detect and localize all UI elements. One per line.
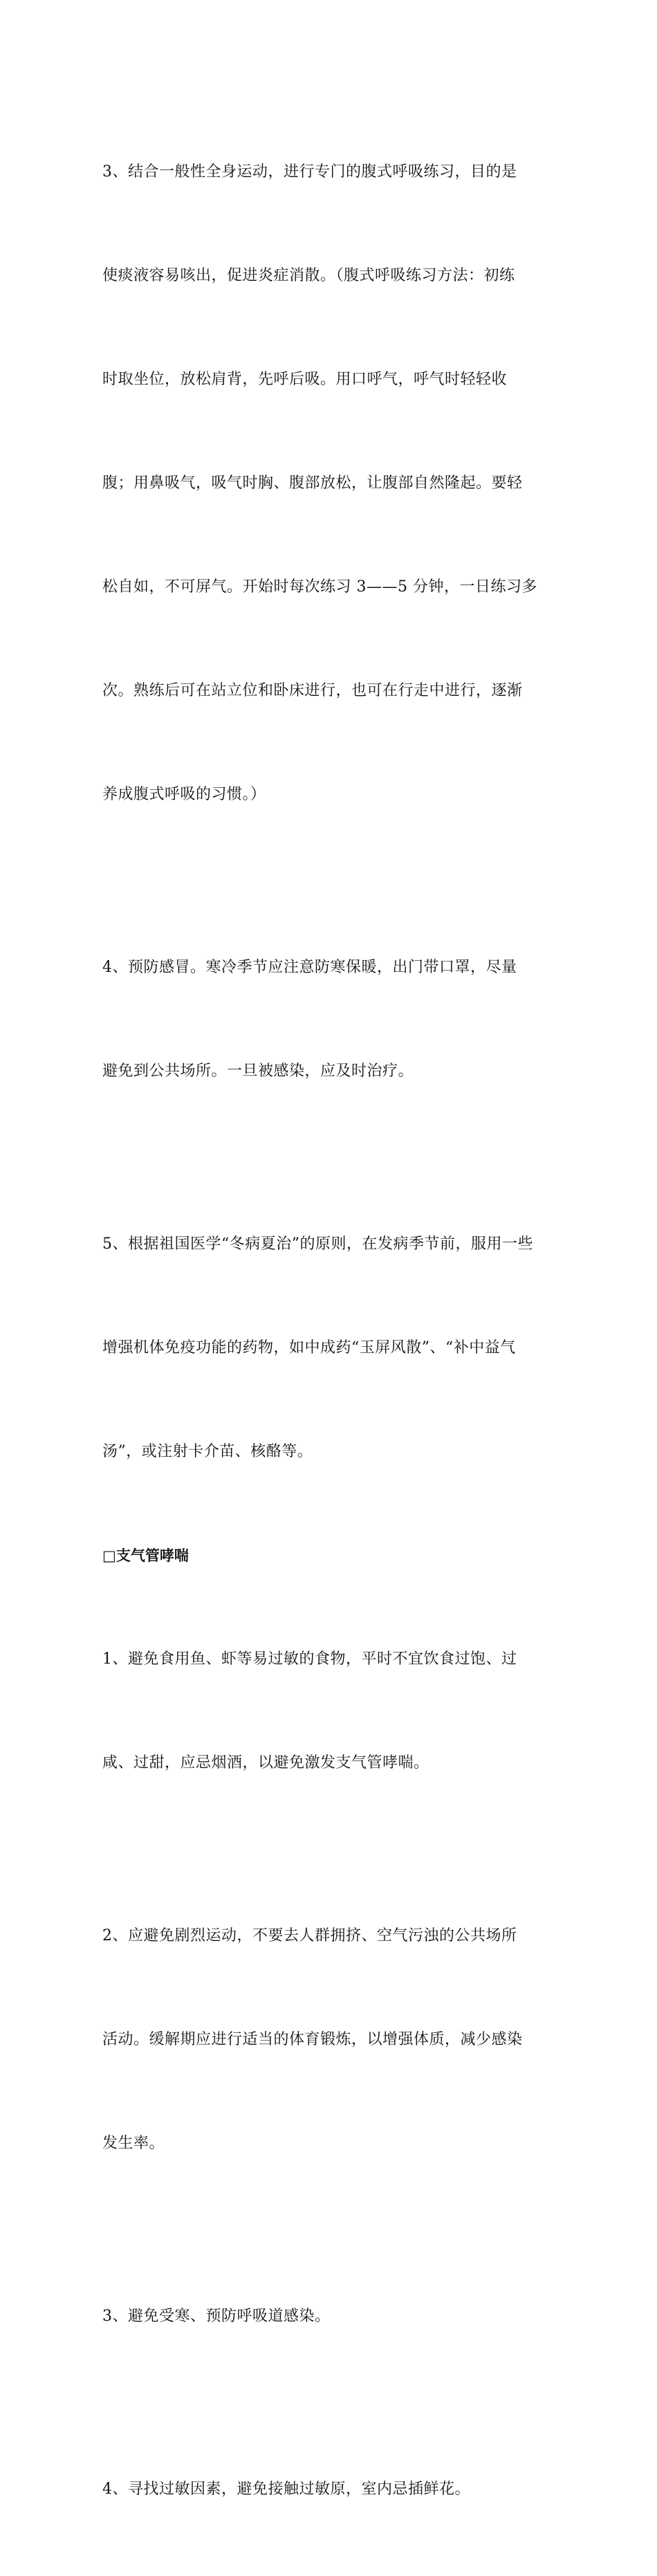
text-line: 腹；用鼻吸气，吸气时胸、腹部放松，让腹部自然隆起。要轻 (102, 475, 523, 492)
text-line: 5、根据祖国医学“冬病夏治”的原则，在发病季节前，服用一些 (102, 1235, 533, 1253)
text-line: 3、避免受寒、预防呼吸道感染。 (102, 2308, 331, 2325)
text-line: 3、结合一般性全身运动，进行专门的腹式呼吸练习，目的是 (102, 163, 517, 181)
text-line: 时取坐位，放松肩背，先呼后吸。用口呼气，呼气时轻轻收 (102, 371, 508, 388)
text-line: 使痰液容易咳出，促进炎症消散。（腹式呼吸练习方法：初练 (102, 267, 515, 284)
text-line: 4、寻找过敏因素，避免接触过敏原，室内忌插鲜花。 (102, 2481, 470, 2498)
text-line: 发生率。 (102, 2135, 165, 2152)
text-line: 汤”，或注射卡介苗、核酪等。 (102, 1443, 313, 1460)
copd-item-4 (102, 881, 559, 1158)
text-line: 避免到公共场所。一旦被感染，应及时治疗。 (102, 1062, 414, 1080)
asthma-item-2 (102, 1850, 559, 2230)
text-line: 1、避免食用鱼、虾等易过敏的食物，平时不宜饮食过饱、过 (102, 1650, 517, 1668)
document-page (102, 86, 559, 2576)
copd-item-5 (102, 1158, 559, 1538)
text-line: 咸、过甜，应忌烟酒，以避免激发支气管哮喘。 (102, 1754, 429, 1772)
copd-item-3 (102, 86, 559, 881)
asthma-item-1 (102, 1573, 559, 1850)
text-line: 活动。缓解期应进行适当的体育锻炼，以增强体质，减少感染 (102, 2031, 523, 2048)
text-line: 次。熟练后可在站立位和卧床进行，也可在行走中进行，逐渐 (102, 682, 523, 699)
text-line: 养成腹式呼吸的习惯。） (102, 786, 266, 803)
asthma-item-3 (102, 2230, 559, 2403)
text-line: 2、应避免剧烈运动，不要去人群拥挤、空气污浊的公共场所 (102, 1927, 517, 1944)
section-heading-asthma: □支气管哮喘 (102, 1547, 189, 1564)
asthma-item-4 (102, 2403, 559, 2576)
text-line: 4、预防感冒。寒冷季节应注意防寒保暖，出门带口罩，尽量 (102, 959, 517, 976)
text-line: 松自如，不可屏气。开始时每次练习 3——5 分钟，一日练习多 (102, 578, 537, 596)
text-line: 增强机体免疫功能的药物，如中成药“玉屏风散”、“补中益气 (102, 1339, 516, 1356)
